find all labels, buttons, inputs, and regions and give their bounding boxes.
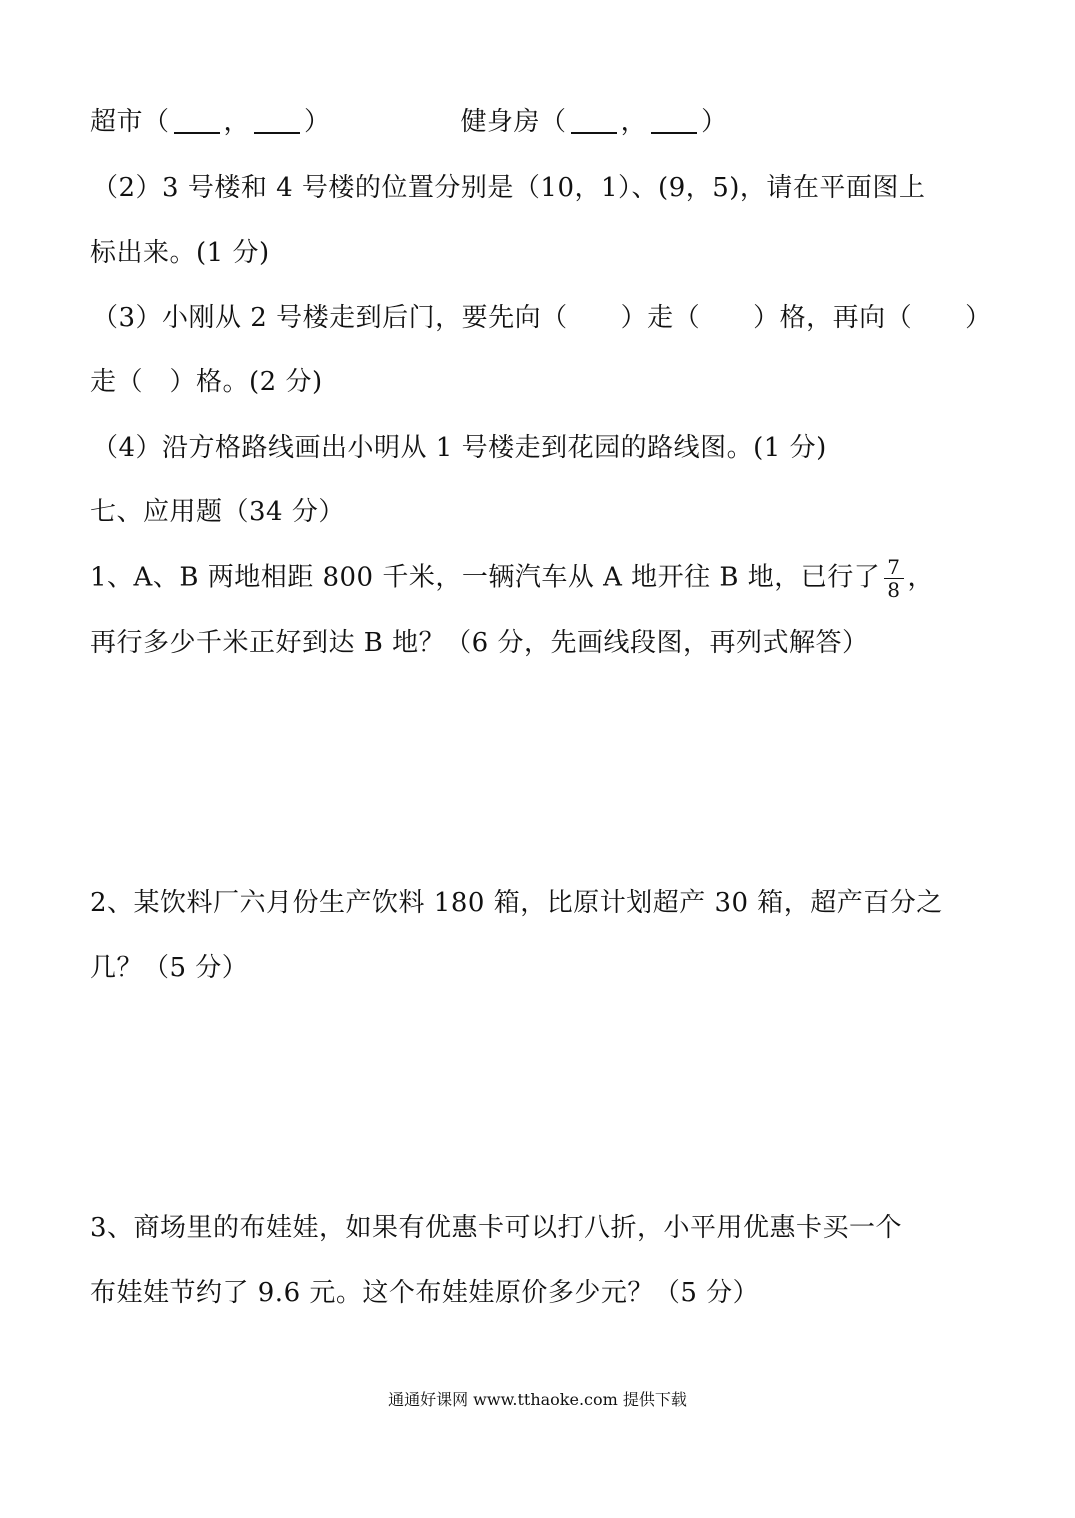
fraction bbox=[884, 556, 903, 601]
q6-4-line1: （4）沿方格路线画出小明从 1 号楼走到花园的路线图。(1 分) bbox=[92, 433, 827, 463]
problem1-text: 1、A、B 两地相距 800 千米，一辆汽车从 A 地开往 B 地，已行了 bbox=[90, 562, 881, 593]
supermarket-label: 超市（ bbox=[90, 107, 170, 137]
q6-2-line1: （2）3 号楼和 4 号楼的位置分别是（10，1）、(9，5)，请在平面图上 bbox=[92, 173, 926, 203]
q6-2-line2: 标出来。(1 分) bbox=[90, 238, 270, 268]
gym-y-blank[interactable] bbox=[651, 130, 697, 134]
problem1-line1 bbox=[90, 556, 934, 601]
problem1-line2: 再行多少千米正好到达 B 地？（6 分，先画线段图，再列式解答） bbox=[90, 628, 869, 658]
problem3-line1: 3、商场里的布娃娃，如果有优惠卡可以打八折，小平用优惠卡买一个 bbox=[90, 1213, 903, 1243]
problem3-line2: 布娃娃节约了 9.6 元。这个布娃娃原价多少元？（5 分） bbox=[90, 1278, 760, 1308]
close-paren: ） bbox=[304, 107, 331, 137]
location-answer-line bbox=[90, 102, 728, 142]
supermarket-y-blank[interactable] bbox=[254, 130, 300, 134]
close-paren: ） bbox=[701, 107, 728, 137]
q6-3-line2: 走（ ）格。(2 分) bbox=[90, 367, 323, 397]
q6-3-line1: （3）小刚从 2 号楼走到后门，要先向（ ）走（ ）格，再向（ ） bbox=[92, 303, 992, 333]
problem2-line2: 几？（5 分） bbox=[90, 953, 249, 983]
gym-label: 健身房（ bbox=[460, 107, 567, 137]
comma: ， bbox=[223, 107, 251, 137]
fraction-denominator: 8 bbox=[887, 578, 901, 602]
problem1-comma: ， bbox=[907, 562, 935, 593]
problem2-line1: 2、某饮料厂六月份生产饮料 180 箱，比原计划超产 30 箱，超产百分之 bbox=[90, 888, 943, 918]
section7-title: 七、应用题（34 分） bbox=[90, 497, 345, 527]
comma: ， bbox=[620, 107, 648, 137]
page-footer: 通通好课网 www.tthaoke.com 提供下载 bbox=[388, 1390, 687, 1409]
fraction-numerator: 7 bbox=[884, 556, 903, 579]
supermarket-x-blank[interactable] bbox=[174, 130, 220, 134]
gym-x-blank[interactable] bbox=[571, 130, 617, 134]
